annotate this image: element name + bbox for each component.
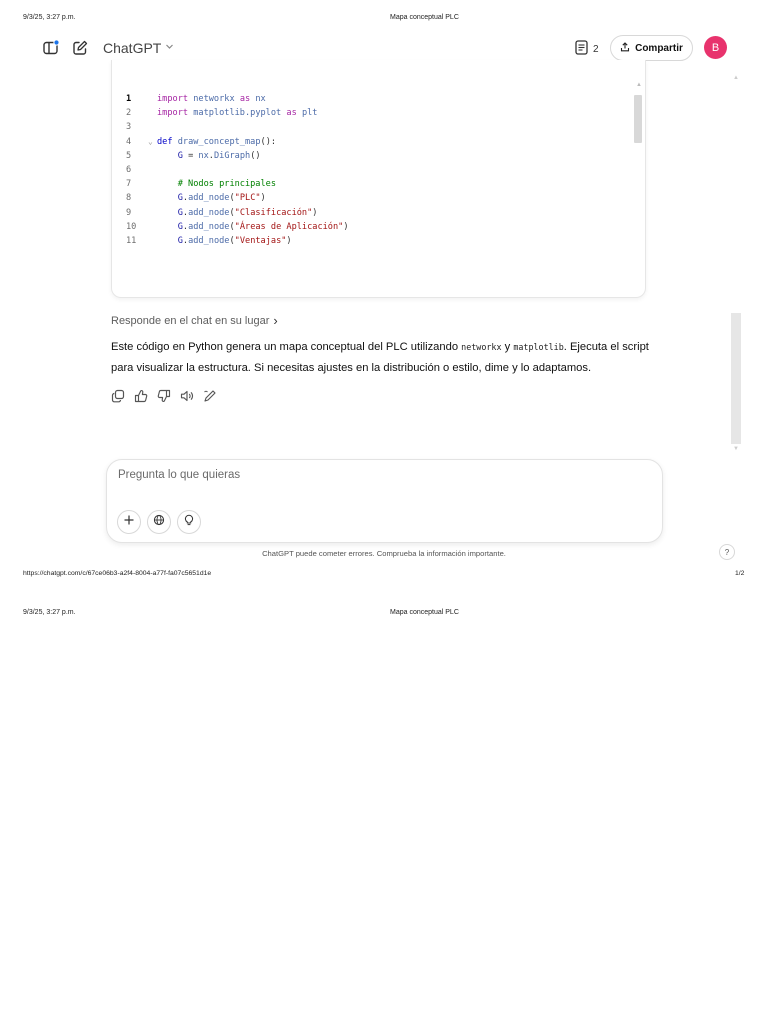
code-line bbox=[126, 234, 349, 248]
code-line bbox=[126, 220, 349, 234]
code-text: G = nx.DiGraph() bbox=[177, 150, 261, 161]
chevron-down-icon bbox=[165, 42, 174, 54]
fold-gutter bbox=[148, 92, 157, 106]
print-datetime-page2: 9/3/25, 3:27 p.m. bbox=[23, 609, 76, 616]
print-datetime: 9/3/25, 3:27 p.m. bbox=[23, 14, 76, 21]
lightbulb-icon bbox=[183, 513, 195, 531]
avatar[interactable]: B bbox=[704, 36, 727, 59]
answer-text-3: . Ejecuta el script para visualizar la estructura. Si necesitas ajustes en la distribución o estilo, dime y lo adaptamos. bbox=[111, 341, 649, 374]
line-number: 9 bbox=[126, 207, 132, 218]
fold-gutter bbox=[148, 234, 157, 248]
line-number: 8 bbox=[126, 193, 132, 204]
code-text: # Nodos principales bbox=[177, 179, 277, 190]
fold-gutter bbox=[148, 106, 157, 120]
edit-canvas-icon[interactable] bbox=[203, 389, 217, 403]
line-number: 2 bbox=[126, 108, 132, 119]
chevron-right-icon: › bbox=[273, 313, 278, 328]
answer-text-2: y bbox=[501, 341, 514, 353]
print-title: Mapa conceptual PLC bbox=[390, 14, 459, 21]
read-aloud-icon[interactable] bbox=[180, 389, 194, 403]
model-selector[interactable] bbox=[103, 40, 174, 56]
fold-gutter bbox=[148, 177, 157, 191]
answer-text-1: Este código en Python genera un mapa conceptual del PLC utilizando bbox=[111, 341, 462, 353]
line-number: 4 bbox=[126, 136, 132, 147]
fold-gutter bbox=[148, 149, 157, 163]
page-scroll-up-icon[interactable]: ▲ bbox=[733, 75, 739, 81]
new-chat-icon[interactable] bbox=[71, 39, 89, 57]
line-number: 11 bbox=[126, 235, 137, 246]
share-button[interactable] bbox=[610, 35, 693, 61]
code-text: G.add_node("Ventajas") bbox=[177, 235, 292, 246]
code-text: G.add_node("Clasificación") bbox=[177, 207, 318, 218]
message-actions bbox=[111, 389, 217, 403]
print-footer-page: 1/2 bbox=[735, 570, 745, 577]
print-title-page2: Mapa conceptual PLC bbox=[390, 609, 459, 616]
inline-code-matplotlib: matplotlib bbox=[513, 342, 564, 352]
disclaimer: ChatGPT puede cometer errores. Comprueba la información importante. bbox=[262, 549, 506, 558]
code-line bbox=[126, 206, 349, 220]
line-number: 10 bbox=[126, 221, 137, 232]
assistant-message bbox=[111, 337, 651, 378]
fold-gutter bbox=[148, 163, 157, 177]
fold-gutter bbox=[148, 191, 157, 205]
fold-gutter bbox=[148, 220, 157, 234]
app-name: ChatGPT bbox=[103, 40, 162, 56]
code-line bbox=[126, 149, 349, 163]
reply-in-chat-label: Responde en el chat en su lugar bbox=[111, 314, 270, 327]
code-line bbox=[126, 177, 349, 191]
code-scrollbar[interactable] bbox=[634, 95, 642, 143]
prompt-input[interactable] bbox=[118, 469, 638, 481]
code-text: G.add_node("Áreas de Aplicación") bbox=[177, 221, 349, 232]
print-footer-url: https://chatgpt.com/c/67ce06b3-a2f4-8004-a77f-fa07c5651d1e bbox=[23, 570, 212, 577]
search-web-button[interactable] bbox=[147, 510, 171, 534]
globe-icon bbox=[153, 513, 165, 531]
code-line bbox=[126, 120, 349, 134]
code-text: G.add_node("PLC") bbox=[177, 193, 266, 204]
thumbs-up-icon[interactable] bbox=[134, 389, 148, 403]
line-number: 6 bbox=[126, 164, 132, 175]
page-scrollbar[interactable] bbox=[731, 313, 741, 444]
fold-gutter bbox=[148, 206, 157, 220]
line-number: 1 bbox=[126, 94, 132, 104]
document-icon bbox=[575, 40, 588, 58]
code-line bbox=[126, 106, 349, 120]
code-text: def draw_concept_map(): bbox=[157, 136, 277, 147]
documents-button[interactable] bbox=[575, 40, 599, 58]
code-text: import networkx as nx bbox=[157, 94, 266, 104]
code-lines bbox=[126, 92, 349, 248]
share-label: Compartir bbox=[635, 42, 683, 54]
code-line bbox=[126, 163, 349, 177]
code-line bbox=[126, 135, 349, 149]
reply-in-chat-link[interactable] bbox=[111, 313, 278, 328]
fold-chevron-icon[interactable]: ⌄ bbox=[148, 136, 153, 146]
line-number: 7 bbox=[126, 179, 132, 190]
code-block bbox=[111, 60, 646, 298]
plus-icon bbox=[123, 513, 135, 531]
sidebar-toggle-icon[interactable] bbox=[42, 39, 60, 57]
code-line bbox=[126, 92, 349, 106]
line-number: 3 bbox=[126, 122, 132, 133]
fold-gutter bbox=[148, 120, 157, 134]
line-number: 5 bbox=[126, 150, 132, 161]
composer bbox=[106, 459, 663, 543]
page-scroll-down-icon[interactable]: ▼ bbox=[733, 446, 739, 452]
share-icon bbox=[620, 42, 630, 55]
inline-code-networkx: networkx bbox=[461, 342, 502, 352]
code-line bbox=[126, 191, 349, 205]
add-attachment-button[interactable] bbox=[117, 510, 141, 534]
thumbs-down-icon[interactable] bbox=[157, 389, 171, 403]
copy-icon[interactable] bbox=[111, 389, 125, 403]
code-text: import matplotlib.pyplot as plt bbox=[157, 108, 318, 119]
code-scroll-up-icon[interactable]: ▲ bbox=[636, 82, 642, 88]
help-button[interactable]: ? bbox=[719, 544, 735, 560]
reason-button[interactable] bbox=[177, 510, 201, 534]
document-count: 2 bbox=[593, 43, 599, 55]
